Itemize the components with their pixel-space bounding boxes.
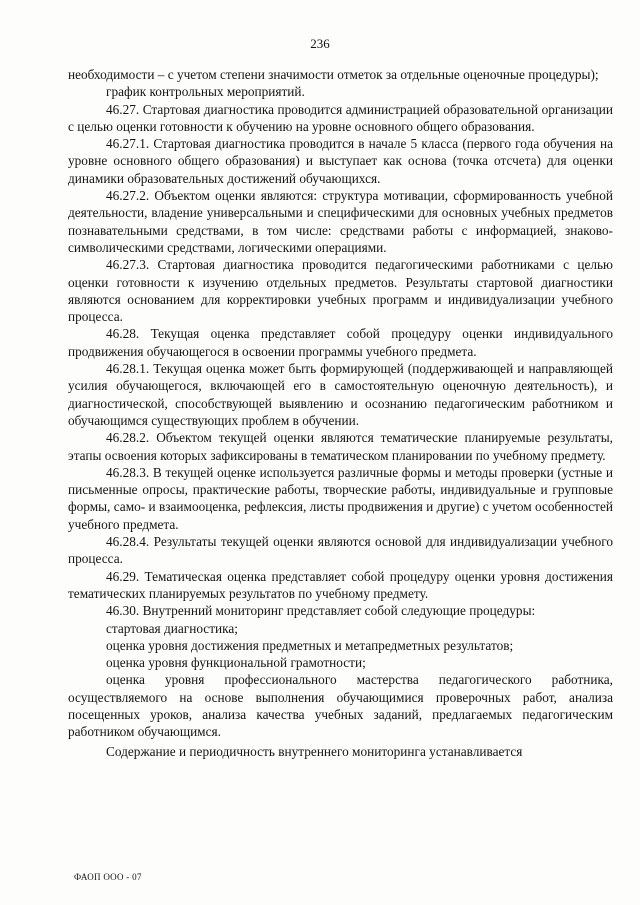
paragraph-46-29: 46.29. Тематическая оценка представляет собой процедуру оценки уровня достижения тематических планируемых результатов по учебному предмету.: [68, 568, 613, 601]
paragraph-monitoring-content: Содержание и периодичность внутреннего мониторинга устанавливается: [106, 743, 523, 759]
paragraph-46-27: 46.27. Стартовая диагностика проводится администрацией образовательной организации с целью оценки готовности к обучению на уровне основного общего образования.: [68, 101, 613, 134]
list-item-teacher-mastery: оценка уровня профессионального мастерства педагогического работника, осуществляемого на основе выполнения обучающимися проверочных работ, анализа посещенных уроков, анализа качества учебных заданий, предлагаемых педагогическим работником обучающимся.: [68, 672, 613, 740]
paragraph-46-28-4: 46.28.4. Результаты текущей оценки являются основой для индивидуализации учебного процесса.: [68, 534, 613, 567]
paragraph-46-28-3: 46.28.3. В текущей оценке используется различные формы и методы проверки (устные и письменные опросы, практические работы, творческие работы, индивидуальные и групповые формы, само- и взаимооценка, рефлексия, листы продвижения и другие) с учетом особенностей учебного предмета.: [68, 464, 613, 532]
paragraph-46-27-1: 46.27.1. Стартовая диагностика проводится в начале 5 класса (первого года обучения на уровне основного общего образования) и выступает как основа (точка отсчета) для оценки динамики образовательных достижений обучающихся.: [68, 136, 613, 186]
paragraph-46-28-2: 46.28.2. Объектом текущей оценки являются тематические планируемые результаты, этапы освоения которых зафиксированы в тематическом планировании по учебному предмету.: [68, 430, 613, 463]
footer-document-code: ФАОП ООО - 07: [74, 872, 142, 882]
list-item-start-diagnostics: стартовая диагностика;: [106, 620, 238, 636]
document-body: [68, 66, 613, 760]
paragraph-46-28: 46.28. Текущая оценка представляет собой процедуру оценки индивидуального продвижения обучающегося в освоении программы учебного предмета.: [68, 326, 613, 359]
list-item-functional-literacy: оценка уровня функциональной грамотности;: [106, 655, 366, 671]
paragraph-46-27-3: 46.27.3. Стартовая диагностика проводится педагогическими работниками с целью оценки готовности к изучению отдельных предметов. Результаты стартовой диагностики являются основанием для корректировки учебных программ и индивидуализации учебного процесса.: [68, 257, 613, 325]
page-number: 236: [310, 36, 330, 51]
paragraph-continuation: необходимости – с учетом степени значимости отметок за отдельные оценочные процедуры);: [68, 67, 599, 82]
list-item-subject-results: оценка уровня достижения предметных и метапредметных результатов;: [106, 637, 514, 653]
paragraph-46-28-1: 46.28.1. Текущая оценка может быть формирующей (поддерживающей и направляющей усилия обучающегося, включающей его в самостоятельную оценочную деятельность), и диагностической, способствующей выявлению и осознанию педагогическим работником и обучающимся существующих проблем в обучении.: [68, 361, 613, 428]
paragraph-46-30: 46.30. Внутренний мониторинг представляет собой следующие процедуры:: [106, 603, 536, 619]
paragraph-control-schedule: график контрольных мероприятий.: [106, 84, 305, 100]
paragraph-46-27-2: 46.27.2. Объектом оценки являются: структура мотивации, сформированность учебной деятельности, владение универсальными и специфическими для основных учебных предметов познавательными средствами, в том числе: средствами работы с информацией, знаково-символическими средствами, логическими операциями.: [68, 188, 613, 255]
